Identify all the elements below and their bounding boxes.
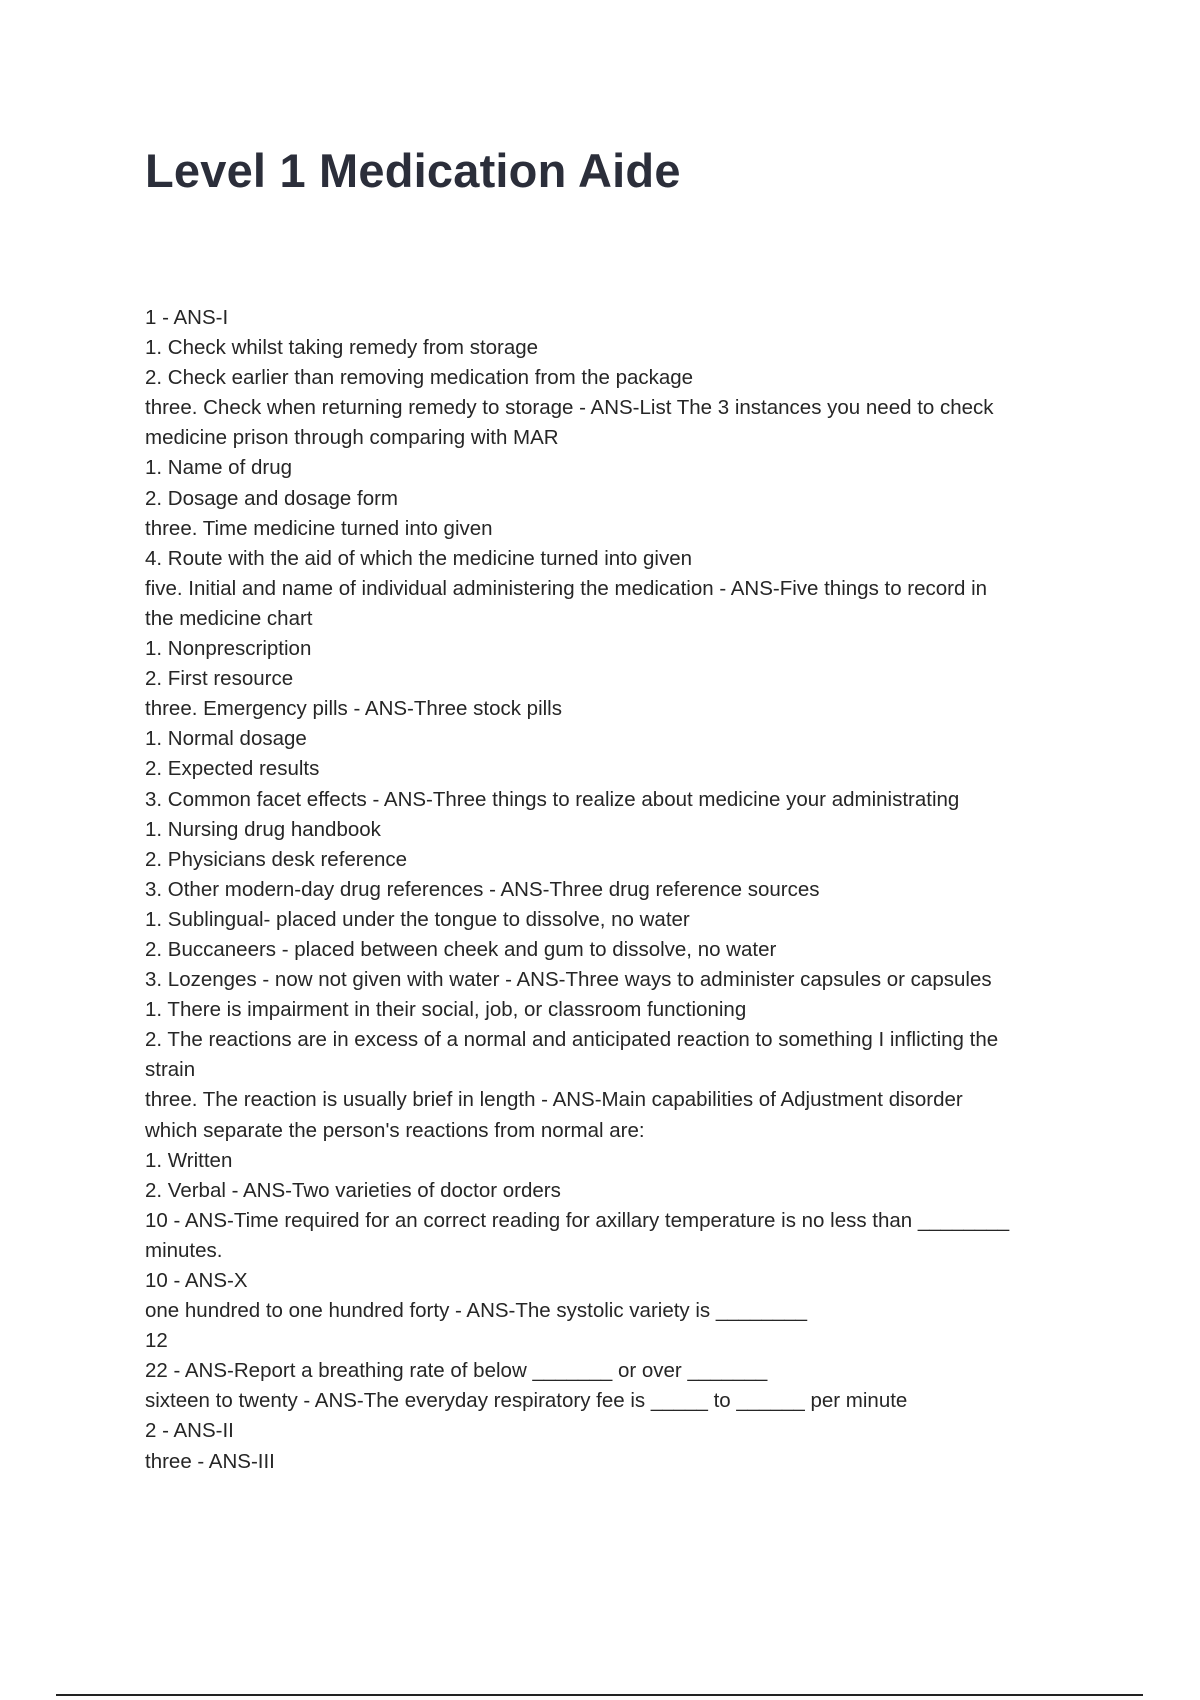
document-title: Level 1 Medication Aide bbox=[145, 144, 681, 197]
text-line: which separate the person's reactions from normal are: bbox=[145, 1118, 645, 1142]
text-line: three. Emergency pills - ANS-Three stock pills bbox=[145, 697, 562, 721]
text-line: 1. There is impairment in their social, job, or classroom functioning bbox=[145, 998, 747, 1022]
text-line: 12 bbox=[145, 1329, 168, 1353]
text-line: 2. Dosage and dosage form bbox=[145, 486, 398, 510]
text-line: 1. Check whilst taking remedy from storage bbox=[145, 336, 539, 360]
text-line: 4. Route with the aid of which the medicine turned into given bbox=[145, 546, 692, 570]
text-line: minutes. bbox=[145, 1238, 223, 1262]
text-line: 1. Written bbox=[145, 1148, 233, 1172]
text-line: one hundred to one hundred forty - ANS-The systolic variety is ________ bbox=[145, 1299, 808, 1323]
text-line: 2. Physicians desk reference bbox=[145, 847, 408, 871]
text-line: 2. Buccaneers - placed between cheek and gum to dissolve, no water bbox=[145, 937, 777, 961]
text-line: 2 - ANS-II bbox=[145, 1419, 234, 1443]
footer-divider bbox=[56, 1694, 1143, 1696]
text-line: 1. Name of drug bbox=[145, 456, 292, 480]
text-line: 2. Verbal - ANS-Two varieties of doctor orders bbox=[145, 1178, 561, 1202]
document-body bbox=[145, 303, 1155, 1477]
text-line: sixteen to twenty - ANS-The everyday respiratory fee is _____ to ______ per minute bbox=[145, 1389, 908, 1413]
text-line: 22 - ANS-Report a breathing rate of below _______ or over _______ bbox=[145, 1359, 768, 1383]
text-line: 3. Common facet effects - ANS-Three things to realize about medicine your administrating bbox=[145, 787, 960, 811]
text-line: 1. Nursing drug handbook bbox=[145, 817, 381, 841]
text-line: medicine prison through comparing with MAR bbox=[145, 426, 559, 450]
text-line: 2. Check earlier than removing medication from the package bbox=[145, 366, 694, 390]
text-line: 2. The reactions are in excess of a normal and anticipated reaction to something I inflicting the bbox=[145, 1028, 999, 1052]
text-line: three. Check when returning remedy to storage - ANS-List The 3 instances you need to check bbox=[145, 396, 994, 420]
text-line: five. Initial and name of individual administering the medication - ANS-Five things to record in bbox=[145, 576, 988, 600]
text-line: 3. Other modern-day drug references - ANS-Three drug reference sources bbox=[145, 877, 820, 901]
text-line: 3. Lozenges - now not given with water - ANS-Three ways to administer capsules or capsules bbox=[145, 968, 992, 992]
text-line: 10 - ANS-X bbox=[145, 1269, 248, 1292]
text-line: 1. Sublingual- placed under the tongue to dissolve, no water bbox=[145, 907, 690, 931]
text-line: 2. First resource bbox=[145, 667, 294, 691]
text-line: 1 - ANS-I bbox=[145, 306, 229, 329]
text-line: 10 - ANS-Time required for an correct reading for axillary temperature is no less than ________ bbox=[145, 1208, 1010, 1232]
text-line: three. The reaction is usually brief in length - ANS-Main capabilities of Adjustment disorder bbox=[145, 1088, 963, 1112]
text-line: 1. Nonprescription bbox=[145, 637, 312, 661]
text-line: three. Time medicine turned into given bbox=[145, 516, 493, 540]
text-line: the medicine chart bbox=[145, 606, 313, 630]
text-line: 2. Expected results bbox=[145, 757, 320, 781]
text-line: three - ANS-III bbox=[145, 1449, 275, 1473]
text-line: strain bbox=[145, 1058, 196, 1082]
text-line: 1. Normal dosage bbox=[145, 727, 307, 751]
